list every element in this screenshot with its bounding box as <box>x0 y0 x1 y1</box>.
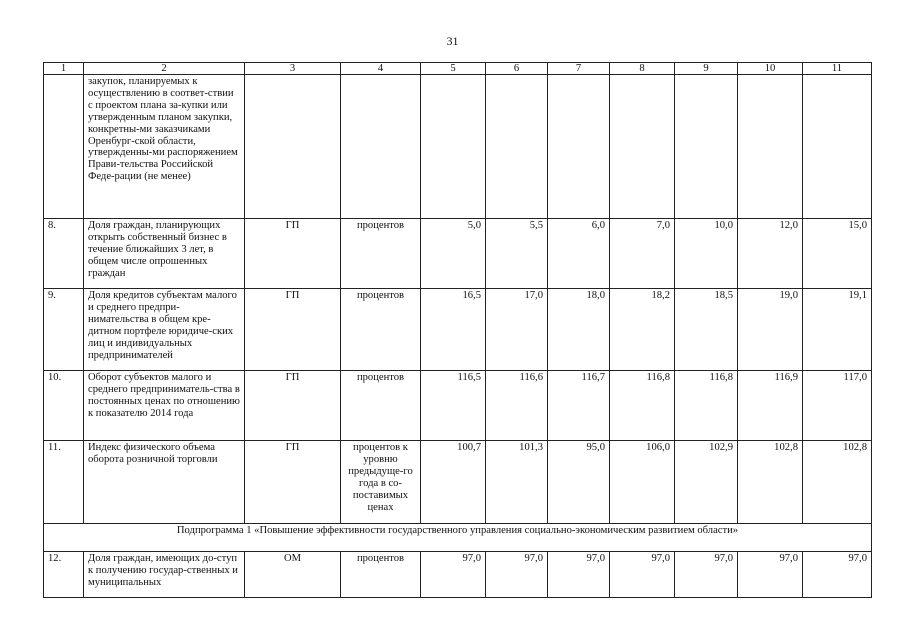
unit: процентов <box>341 219 421 289</box>
value-cell: 18,2 <box>610 289 675 371</box>
value-cell: 97,0 <box>610 552 675 598</box>
value-cell: 12,0 <box>738 219 803 289</box>
source-code: ГП <box>245 441 341 524</box>
column-header: 1 <box>44 63 84 75</box>
column-header: 10 <box>738 63 803 75</box>
value-cell: 116,9 <box>738 371 803 441</box>
value-cell: 97,0 <box>675 552 738 598</box>
column-header: 5 <box>421 63 486 75</box>
source-code: ГП <box>245 219 341 289</box>
column-header: 9 <box>675 63 738 75</box>
empty-cell <box>486 75 548 219</box>
value-cell: 97,0 <box>803 552 872 598</box>
value-cell: 17,0 <box>486 289 548 371</box>
row-number <box>44 75 84 219</box>
table-row-9 <box>44 289 872 371</box>
source-code: ГП <box>245 289 341 371</box>
unit: процентов к уровню предыдуще-го года в со-поставимых ценах <box>341 441 421 524</box>
table-row-12 <box>44 552 872 598</box>
column-header: 8 <box>610 63 675 75</box>
subprogram-row <box>44 524 872 552</box>
value-cell: 18,0 <box>548 289 610 371</box>
value-cell: 106,0 <box>610 441 675 524</box>
value-cell: 19,0 <box>738 289 803 371</box>
table-row-continuation <box>44 75 872 219</box>
value-cell: 5,5 <box>486 219 548 289</box>
value-cell: 97,0 <box>421 552 486 598</box>
value-cell: 95,0 <box>548 441 610 524</box>
value-cell: 116,8 <box>675 371 738 441</box>
column-header: 11 <box>803 63 872 75</box>
column-header: 6 <box>486 63 548 75</box>
indicator-text: Доля граждан, имеющих до-ступ к получению государ-ственных и муниципальных <box>84 552 245 598</box>
column-header: 7 <box>548 63 610 75</box>
row-number: 12. <box>44 552 84 598</box>
value-cell: 100,7 <box>421 441 486 524</box>
value-cell: 116,6 <box>486 371 548 441</box>
empty-cell <box>421 75 486 219</box>
empty-cell <box>548 75 610 219</box>
column-header: 4 <box>341 63 421 75</box>
value-cell: 102,8 <box>738 441 803 524</box>
indicator-text: Индекс физического объема оборота розничной торговли <box>84 441 245 524</box>
indicators-table <box>43 62 872 598</box>
value-cell: 5,0 <box>421 219 486 289</box>
row-number: 10. <box>44 371 84 441</box>
empty-cell <box>341 75 421 219</box>
empty-cell <box>803 75 872 219</box>
indicator-text: Оборот субъектов малого и среднего предприниматель-ства в постоянных ценах по отношению к показателю 2014 года <box>84 371 245 441</box>
value-cell: 117,0 <box>803 371 872 441</box>
value-cell: 101,3 <box>486 441 548 524</box>
unit: процентов <box>341 371 421 441</box>
value-cell: 15,0 <box>803 219 872 289</box>
value-cell: 97,0 <box>738 552 803 598</box>
row-number: 9. <box>44 289 84 371</box>
empty-cell <box>738 75 803 219</box>
value-cell: 18,5 <box>675 289 738 371</box>
table-row-11 <box>44 441 872 524</box>
value-cell: 102,8 <box>803 441 872 524</box>
value-cell: 116,8 <box>610 371 675 441</box>
source-code: ГП <box>245 371 341 441</box>
subprogram-title: Подпрограмма 1 «Повышение эффективности государственного управления социально-экономическим развитием области» <box>44 524 872 552</box>
value-cell: 7,0 <box>610 219 675 289</box>
source-code: ОМ <box>245 552 341 598</box>
indicator-text: Доля граждан, планирующих открыть собственный бизнес в течение ближайших 3 лет, в общем числе опрошенных граждан <box>84 219 245 289</box>
value-cell: 97,0 <box>548 552 610 598</box>
value-cell: 10,0 <box>675 219 738 289</box>
empty-cell <box>610 75 675 219</box>
value-cell: 16,5 <box>421 289 486 371</box>
column-header: 2 <box>84 63 245 75</box>
value-cell: 116,7 <box>548 371 610 441</box>
unit: процентов <box>341 289 421 371</box>
table-row-8 <box>44 219 872 289</box>
value-cell: 6,0 <box>548 219 610 289</box>
empty-cell <box>675 75 738 219</box>
indicator-text: Доля кредитов субъектам малого и среднего предпри-нимательства в общем кре-дитном портфеле юридиче-ских лиц и индивидуальных предпринимателей <box>84 289 245 371</box>
row-number: 8. <box>44 219 84 289</box>
page-number: 31 <box>446 34 459 48</box>
row-number: 11. <box>44 441 84 524</box>
column-number-row <box>44 63 872 75</box>
indicator-text: закупок, планируемых к осуществлению в соответ-ствии с проектом плана за-купки или утвержденным планом закупки, конкретны-ми заказчиками Оренбург-ской области, утвержденны-ми распоряжением Прави-тельства Российской Феде-рации (не менее) <box>84 75 245 219</box>
empty-cell <box>245 75 341 219</box>
value-cell: 116,5 <box>421 371 486 441</box>
value-cell: 102,9 <box>675 441 738 524</box>
table-row-10 <box>44 371 872 441</box>
value-cell: 97,0 <box>486 552 548 598</box>
column-header: 3 <box>245 63 341 75</box>
unit: процентов <box>341 552 421 598</box>
value-cell: 19,1 <box>803 289 872 371</box>
